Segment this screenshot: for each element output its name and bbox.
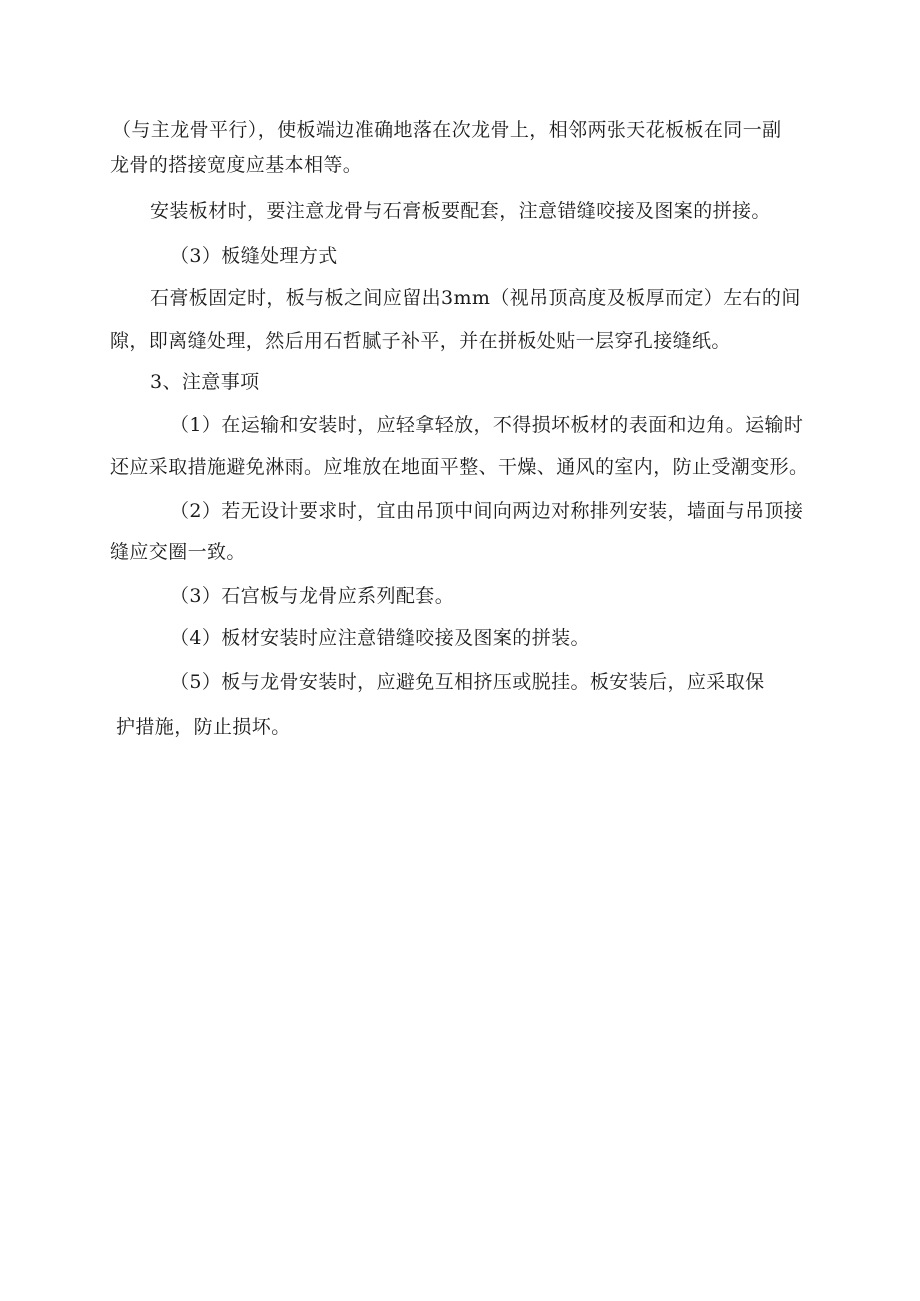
list-item-continuation: 缝应交圈一致。	[110, 541, 246, 563]
section-heading: 3、注意事项	[150, 371, 260, 393]
list-item-continuation: 护措施，防止损坏。	[116, 716, 291, 738]
section-heading: （3）板缝处理方式	[170, 245, 338, 267]
paragraph-line: 龙骨的搭接宽度应基本相等。	[110, 154, 363, 176]
list-item: （1）在运输和安装时，应轻拿轻放，不得损坏板材的表面和边角。运输时	[170, 414, 804, 436]
paragraph-line: 隙，即离缝处理，然后用石哲腻子补平，并在拼板处贴一层穿孔接缝纸。	[110, 330, 731, 352]
list-item: （3）石宫板与龙骨应系列配套。	[170, 585, 455, 607]
paragraph-line: 石膏板固定时，板与板之间应留出3mm（视吊顶高度及板厚而定）左右的间	[150, 287, 801, 309]
list-item-continuation: 还应采取措施避免淋雨。应堆放在地面平整、干燥、通风的室内，防止受潮变形。	[110, 456, 809, 478]
list-item: （2）若无设计要求时，宜由吊顶中间向两边对称排列安装，墙面与吊顶接	[170, 500, 804, 522]
paragraph-line: 安装板材时，要注意龙骨与石膏板要配套，注意错缝咬接及图案的拼接。	[150, 200, 771, 222]
paragraph-line: （与主龙骨平行），使板端边准确地落在次龙骨上，相邻两张天花板板在同一副	[112, 119, 782, 141]
list-item: （5）板与龙骨安装时，应避免互相挤压或脱挂。板安装后，应采取保	[170, 671, 765, 693]
list-item: （4）板材安装时应注意错缝咬接及图案的拼装。	[170, 627, 590, 649]
